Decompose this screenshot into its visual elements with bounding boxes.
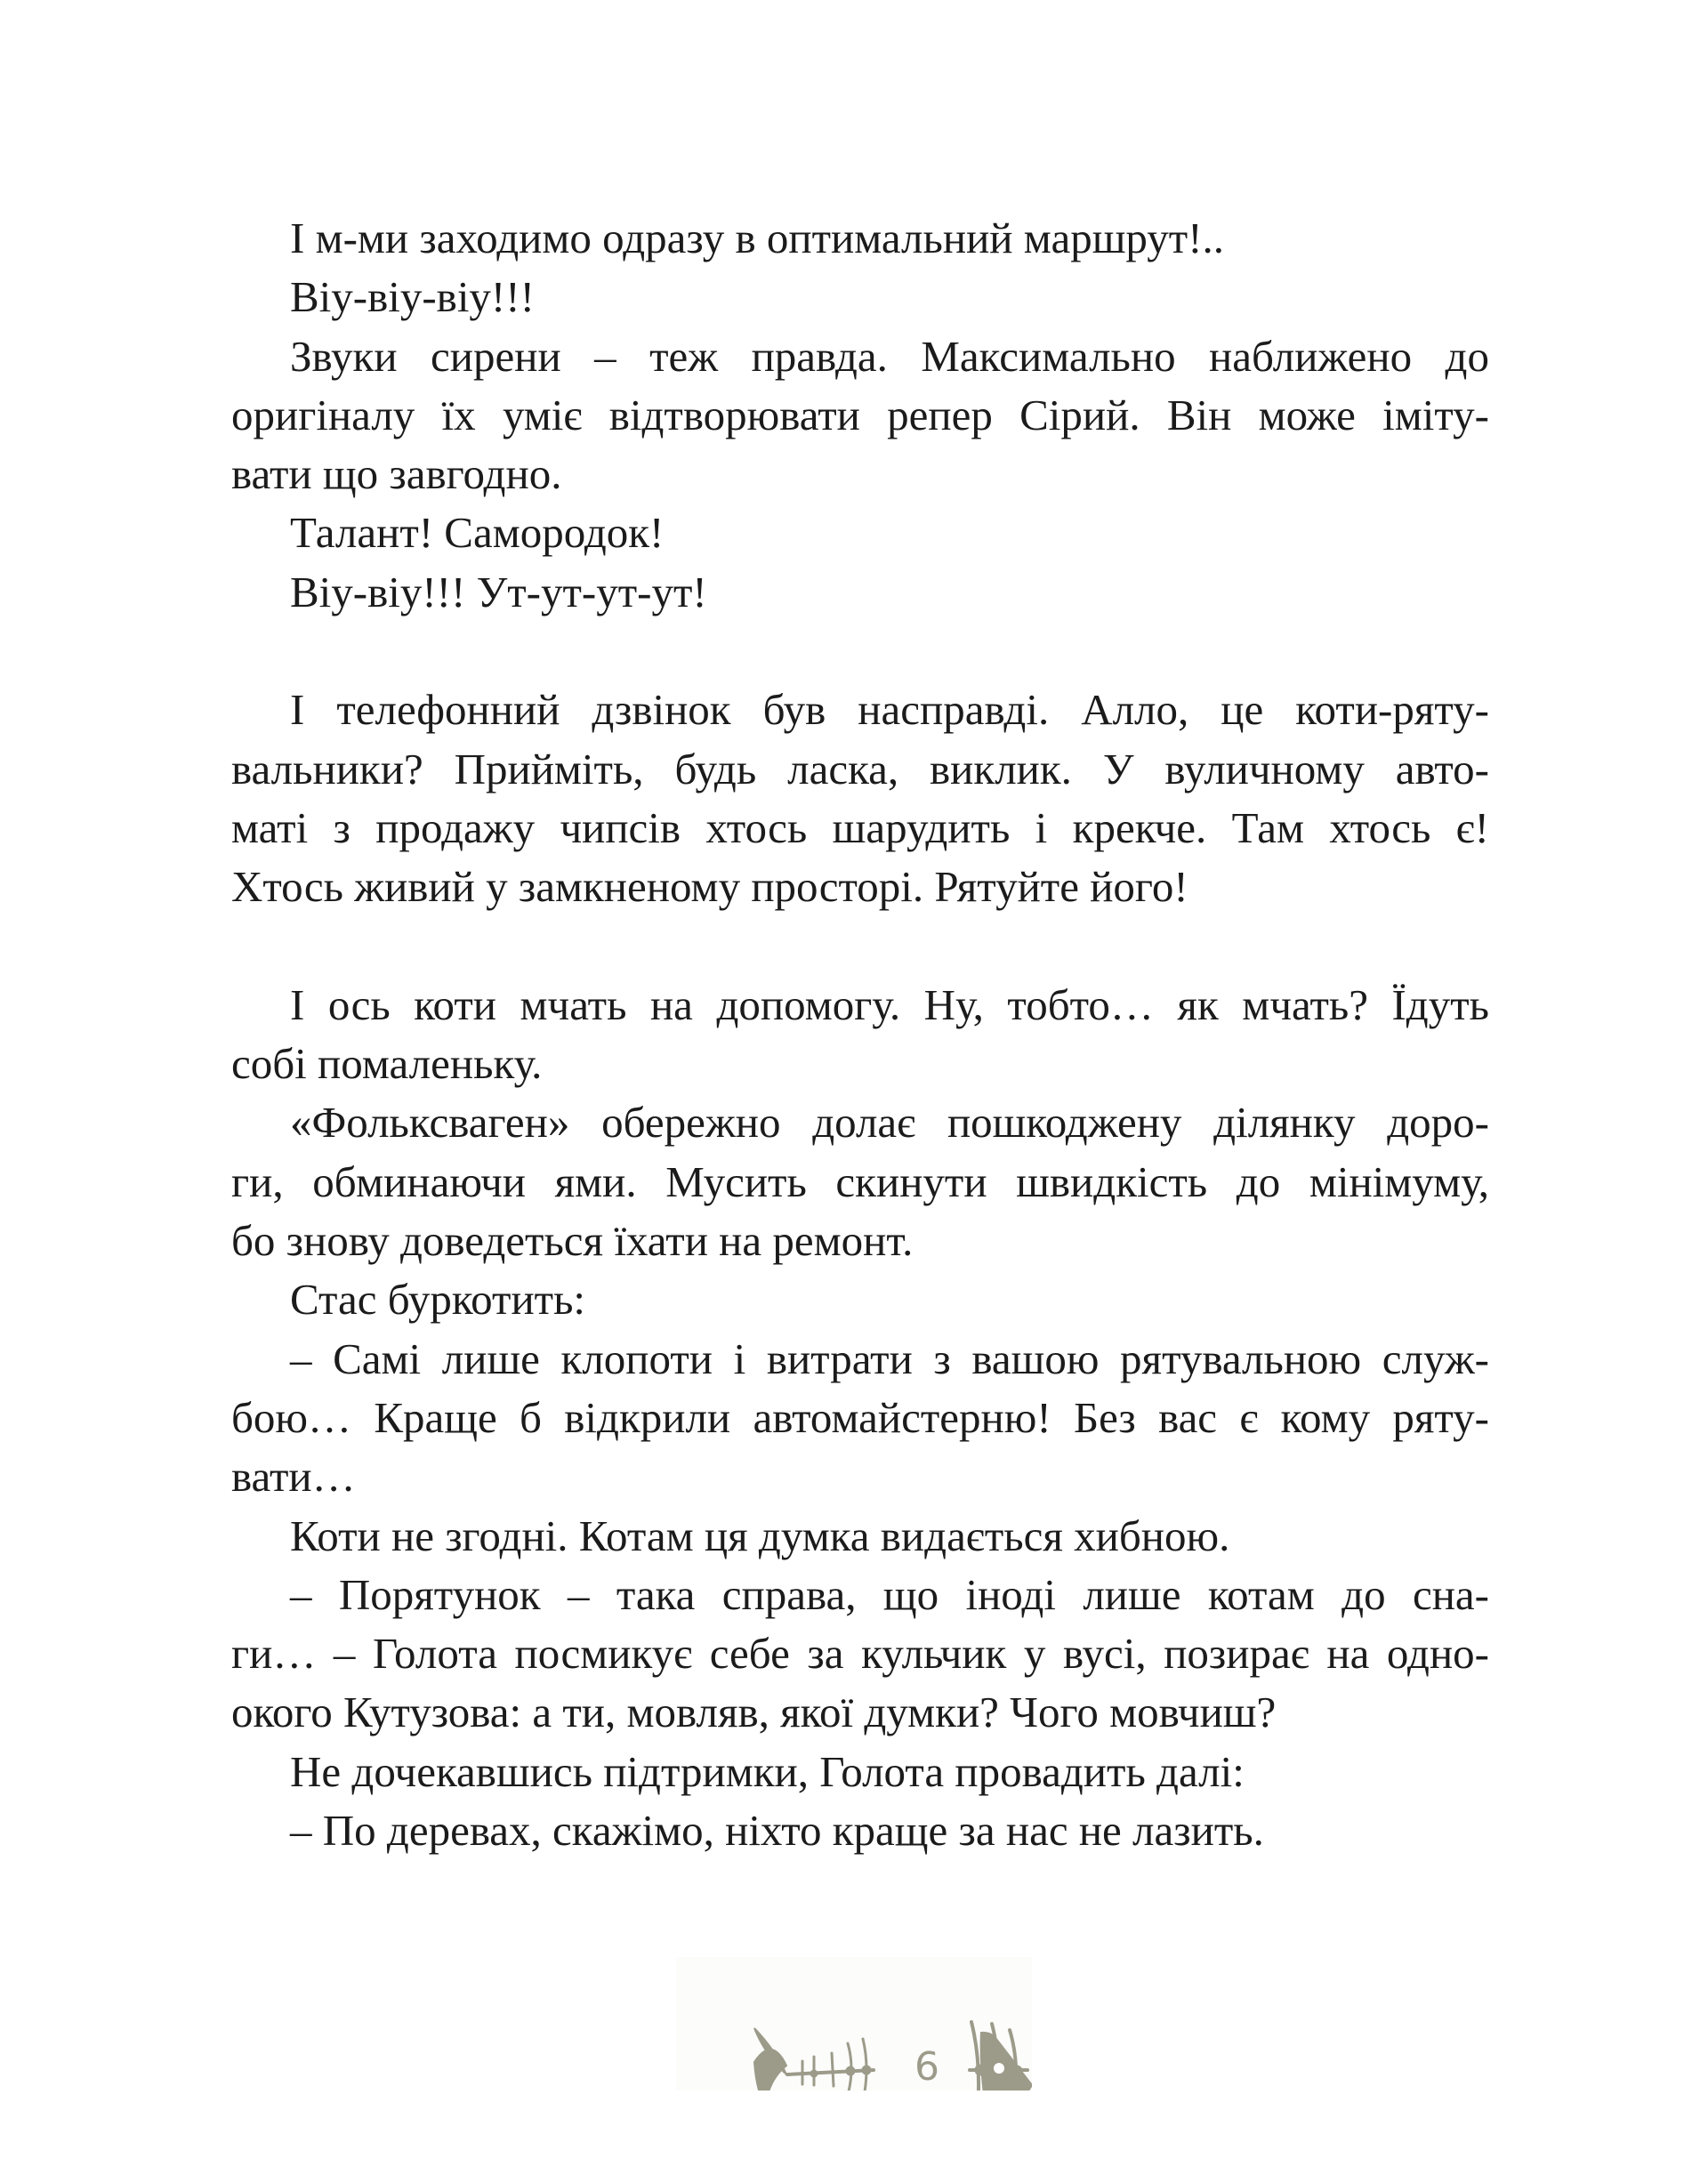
paragraph <box>231 1801 1489 1860</box>
text-line: вати… <box>231 1452 356 1502</box>
text-line: оригіналу їх уміє відтворювати репер Сірий. Він може іміту- <box>231 390 1489 439</box>
text-line: – Самі лише клопоти і витрати з вашою рятувальною служ- <box>290 1333 1489 1383</box>
text-line: Не дочекавшись підтримки, Голота провадить далі: <box>290 1746 1245 1796</box>
paragraph <box>231 1566 1489 1743</box>
paragraph <box>231 976 1489 1094</box>
text-line: «Фольксваген» обережно долає пошкоджену ділянку доро- <box>290 1098 1489 1148</box>
text-line: ги, обминаючи ями. Мусить скинути швидкість до мінімуму, <box>231 1156 1489 1206</box>
text-line: Стас буркотить: <box>290 1275 586 1325</box>
text-line: вальники? Прийміть, будь ласка, виклик. У вуличному авто- <box>231 744 1489 794</box>
text-line: Віу-віу!!! Ут-ут-ут-ут! <box>290 567 707 616</box>
text-line: Віу-віу-віу!!! <box>290 272 535 322</box>
paragraph <box>231 209 1489 268</box>
text-line: І ось коти мчать на допомогу. Ну, тобто… як мчать? Їдуть <box>290 979 1489 1029</box>
text-line: І телефонний дзвінок був насправді. Алло, це коти-ряту- <box>290 685 1489 735</box>
text-line: – По деревах, скажімо, ніхто краще за нас не лазить. <box>290 1806 1264 1856</box>
paragraph <box>231 1270 1489 1329</box>
paragraph <box>231 563 1489 622</box>
paragraph <box>231 681 1489 916</box>
text-line: бо знову доведеться їхати на ремонт. <box>231 1216 914 1266</box>
fish-head-skeleton-icon <box>970 2022 1032 2091</box>
paragraph <box>231 1093 1489 1270</box>
paragraph <box>231 327 1489 504</box>
text-line: Талант! Самородок! <box>290 508 665 558</box>
text-line: ги… – Голота посмикує себе за кульчик у вусі, позирає на одно- <box>231 1629 1489 1679</box>
text-line: бою… Краще б відкрили автомайстерню! Без вас є кому ряту- <box>231 1392 1489 1442</box>
paragraph <box>231 1330 1489 1507</box>
text-line: І м-ми заходимо одразу в оптимальний маршрут!.. <box>290 213 1225 262</box>
paragraph <box>231 1507 1489 1566</box>
fish-tail-skeleton-icon <box>754 2028 874 2091</box>
text-line: маті з продажу чипсів хтось шарудить і крекче. Там хтось є! <box>231 802 1489 852</box>
text-line: Коти не згодні. Котам ця думка видається хибною. <box>290 1510 1230 1560</box>
page-footer <box>676 1957 1032 2091</box>
text-line: Хтось живий у замкненому просторі. Рятуйте його! <box>231 862 1188 912</box>
text-line: Звуки сирени – теж правда. Максимально наближено до <box>290 331 1489 381</box>
page-number: 6 <box>914 2044 939 2090</box>
text-line: окого Кутузова: а ти, мовляв, якої думки? Чого мовчиш? <box>231 1688 1277 1737</box>
text-line: вати що завгодно. <box>231 449 562 499</box>
section-break <box>231 622 1489 681</box>
text-line: – Порятунок – така справа, що іноді лише котам до сна- <box>290 1569 1489 1619</box>
paragraph <box>231 503 1489 562</box>
paragraph <box>231 268 1489 326</box>
section-break <box>231 917 1489 976</box>
page-body-text <box>231 209 1489 1860</box>
text-line: собі помаленьку. <box>231 1039 543 1089</box>
paragraph <box>231 1743 1489 1801</box>
